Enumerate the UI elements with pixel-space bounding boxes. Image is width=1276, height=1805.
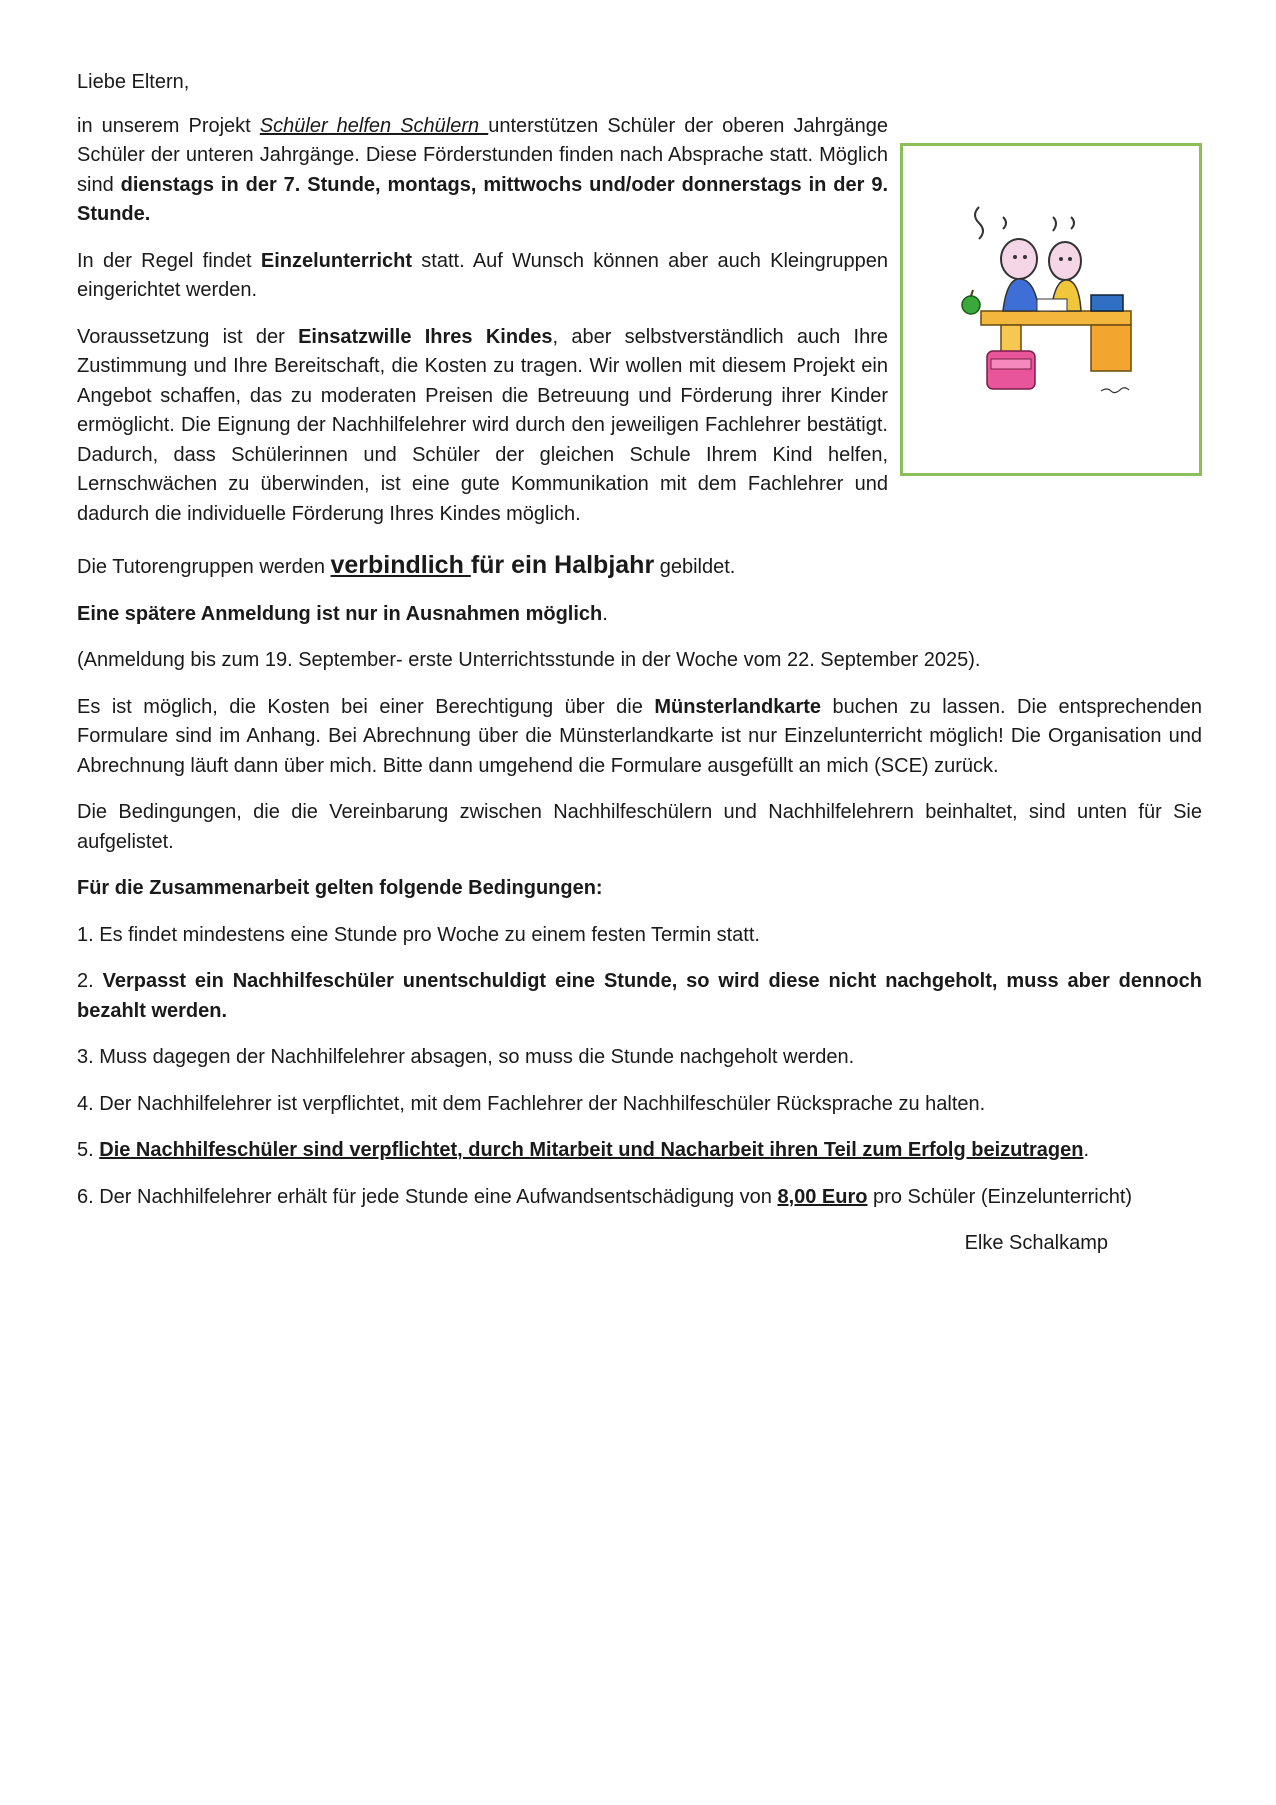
highlight-verbindlich: verbindlich xyxy=(330,551,471,579)
paragraph-groups xyxy=(77,551,1202,583)
text-fragment: statt. Auf Wunsch können aber auch Kleingruppen eingerichtet werden. xyxy=(77,249,888,301)
condition-5-text: Die Nachhilfeschüler sind verpflichtet, durch Mitarbeit und Nacharbeit ihren Teil zum Erfolg beizutragen xyxy=(99,1139,1084,1161)
text-fragment: buchen zu lassen. Die entsprechenden Formulare sind im Anhang. Bei Abrechnung über die Münsterlandkarte ist nur Einzelunterricht möglich! Die Organisation und Abrechnung läuft dann über mich. Bitte dann umgehend die Formulare ausgefüllt an mich (SCE) zurück. xyxy=(77,695,1202,777)
project-name: Schüler helfen Schülern xyxy=(259,114,489,137)
condition-2-text: Verpasst ein Nachhilfeschüler unentschuldigt eine Stunde, so wird diese nicht nachgeholt, muss aber dennoch bezahlt werden. xyxy=(77,970,1202,1022)
greeting: Liebe Eltern, xyxy=(77,71,190,93)
condition-4: 4. Der Nachhilfelehrer ist verpflichtet, mit dem Fachlehrer der Nachhilfeschüler Rücksprache zu halten. xyxy=(77,1092,986,1115)
paragraph-costs xyxy=(77,693,1202,782)
text-fragment: Voraussetzung ist der xyxy=(77,325,299,348)
text-fragment: . xyxy=(602,602,608,625)
text-fragment: unterstützen Schüler der oberen Jahrgänge Schüler der unteren Jahrgänge. Diese Förderstunden finden nach Absprache statt. Möglich sind xyxy=(77,114,889,196)
text-fragment: . xyxy=(1083,1139,1090,1161)
conditions-heading-text: Für die Zusammenarbeit gelten folgende Bedingungen: xyxy=(77,877,603,899)
condition-2 xyxy=(77,967,1202,1026)
illustration-frame xyxy=(900,143,1202,476)
text-fragment: , aber selbstverständlich auch Ihre Zustimmung und Ihre Bereitschaft, die Kosten zu tragen. Wir wollen mit diesem Projekt ein Angebot schaffen, das zu moderaten Preisen die Betreuung und Förderung ihrer Kinder ermöglicht. Die Eignung der Nachhilfelehrer wird durch den jeweiligen Fachlehrer bestätigt. Dadurch, dass Schülerinnen und Schüler der gleichen Schule Ihrem Kind helfen, Lernschwächen zu überwinden, ist eine gute Kommunikation mit dem Fachlehrer und dadurch die individuelle Förderung Ihres Kindes möglich. xyxy=(77,325,889,525)
signature: Elke Schalkamp xyxy=(964,1232,1108,1254)
paragraph-conditions-intro: Die Bedingungen, die die Vereinbarung zwischen Nachhilfeschülern und Nachhilfelehrern beinhaltet, sind unten für Sie aufgelistet. xyxy=(77,801,1202,853)
letter xyxy=(77,68,1202,1276)
children-at-desk-illustration xyxy=(941,199,1161,419)
text-fragment: gebildet. xyxy=(654,556,736,578)
condition-number: 2. xyxy=(77,970,103,992)
condition-5 xyxy=(77,1136,1202,1166)
highlight-halbjahr: für ein Halbjahr xyxy=(470,551,655,579)
condition-1: 1. Es findet mindestens eine Stunde pro Woche zu einem festen Termin statt. xyxy=(77,923,760,946)
text-fragment: Die Tutorengruppen werden xyxy=(77,556,331,578)
highlight-late-registration: Eine spätere Anmeldung ist nur in Ausnahmen möglich xyxy=(77,602,603,625)
paragraph-deadline: (Anmeldung bis zum 19. September- erste Unterrichtsstunde in der Woche vom 22. September 2025). xyxy=(77,649,981,671)
conditions-heading xyxy=(77,874,1202,904)
text-fragment: in unserem Projekt xyxy=(77,114,260,137)
text-fragment: Es ist möglich, die Kosten bei einer Berechtigung über die xyxy=(77,695,655,718)
condition-number: 5. xyxy=(77,1139,100,1161)
text-fragment: 6. Der Nachhilfelehrer erhält für jede Stunde eine Aufwandsentschädigung von xyxy=(77,1185,778,1208)
paragraph-late-registration xyxy=(77,600,1202,630)
highlight-muensterlandkarte: Münsterlandkarte xyxy=(654,695,822,718)
highlight-einsatzwille: Einsatzwille Ihres Kindes xyxy=(298,325,553,348)
condition-3: 3. Muss dagegen der Nachhilfelehrer absagen, so muss die Stunde nachgeholt werden. xyxy=(77,1046,855,1068)
lesson-times: dienstags in der 7. Stunde, montags, mittwochs und/oder donnerstags in der 9. Stunde. xyxy=(77,173,889,225)
text-fragment: In der Regel findet xyxy=(77,249,261,272)
condition-6 xyxy=(77,1183,1202,1213)
highlight-einzelunterricht: Einzelunterricht xyxy=(260,249,413,272)
text-fragment: pro Schüler (Einzelunterricht) xyxy=(867,1185,1133,1208)
fee-amount: 8,00 Euro xyxy=(777,1185,868,1208)
